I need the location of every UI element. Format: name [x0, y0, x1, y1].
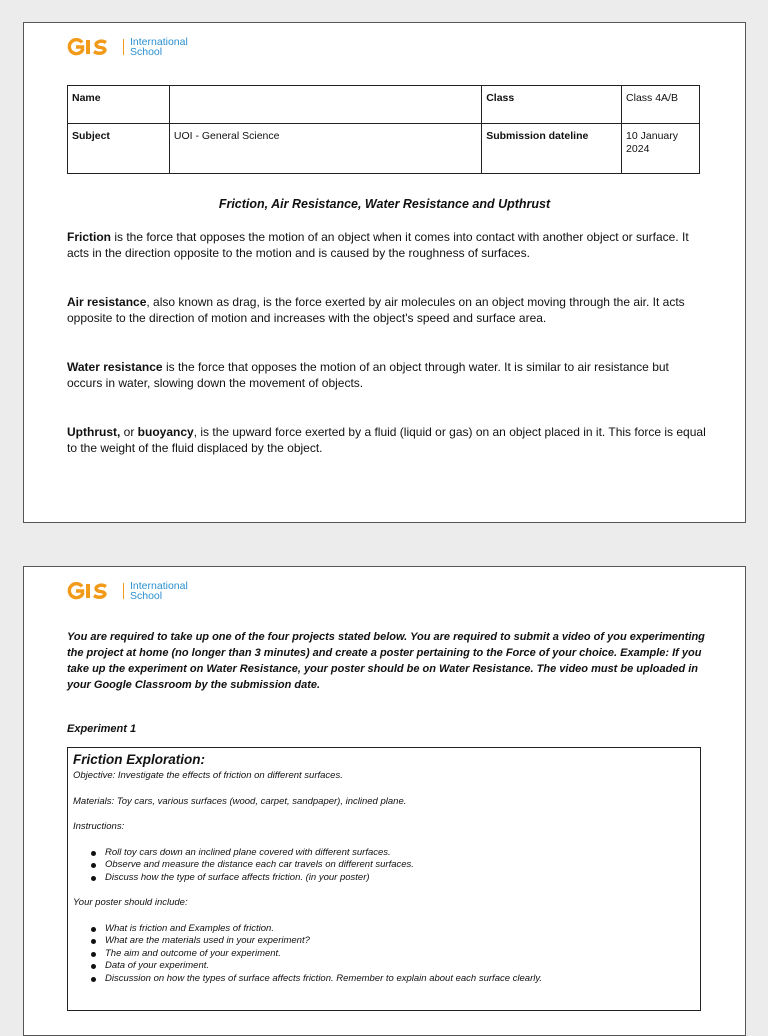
poster-label: Your poster should include:	[73, 897, 188, 908]
school-logo	[67, 581, 188, 601]
list-item: Discuss how the type of surface affects friction. (in your poster)	[105, 872, 695, 885]
submission-value: 10 January 2024	[622, 124, 700, 174]
list-item: Data of your experiment.	[105, 960, 695, 973]
instructions-list	[73, 847, 695, 885]
list-item: Observe and measure the distance each car travels on different surfaces.	[105, 859, 695, 872]
experiment-box	[67, 747, 701, 1011]
logo-line-1: International	[130, 36, 188, 48]
air-resistance-paragraph	[67, 294, 707, 326]
upthrust-paragraph	[67, 424, 707, 456]
document-title: Friction, Air Resistance, Water Resistance and Upthrust	[218, 197, 551, 211]
document-page-1	[23, 22, 746, 523]
logo-line-1: International	[130, 580, 188, 592]
upthrust-term: Upthrust,	[67, 425, 121, 439]
experiment-objective: Objective: Investigate the effects of friction on different surfaces.	[73, 770, 343, 781]
subject-value: UOI - General Science	[169, 124, 481, 174]
upthrust-connector: or	[120, 425, 138, 439]
logo-wordmark	[130, 581, 188, 601]
gis-logo-icon	[67, 582, 117, 600]
water-resistance-paragraph	[67, 359, 707, 391]
experiment-materials: Materials: Toy cars, various surfaces (wood, carpet, sandpaper), inclined plane.	[73, 795, 407, 807]
experiment-label: Experiment 1	[67, 723, 137, 735]
list-item: Discussion on how the types of surface affects friction. Remember to explain about each surface clearly.	[105, 973, 695, 986]
logo-line-2: School	[130, 590, 163, 602]
friction-text: is the force that opposes the motion of an object when it comes into contact with another object or surface. It acts in the direction opposite to the motion and is caused by the roughness of surfaces.	[67, 230, 689, 260]
name-field[interactable]	[169, 86, 481, 124]
list-item: What are the materials used in your experiment?	[105, 935, 695, 948]
friction-paragraph	[67, 229, 707, 261]
logo-wordmark	[130, 37, 188, 57]
buoyancy-term: buoyancy	[137, 425, 194, 439]
air-resistance-text: , also known as drag, is the force exerted by air molecules on an object moving through the air. It acts opposite to the direction of motion and increases with the object's speed and surface area.	[67, 295, 685, 325]
table-row	[68, 86, 700, 124]
subject-label: Subject	[68, 124, 170, 174]
water-resistance-term: Water resistance	[67, 360, 163, 374]
school-logo	[67, 37, 188, 57]
list-item: The aim and outcome of your experiment.	[105, 948, 695, 961]
submission-label: Submission dateline	[482, 124, 622, 174]
project-instructions: You are required to take up one of the four projects stated below. You are required to submit a video of you experimenting the project at home (no longer than 3 minutes) and create a poster pertaining to the Force of your choice. Example: If you take up the experiment on Water Resistance, your poster should be on Water Resistance. The video must be uploaded in your Google Classroom by the submission date.	[67, 631, 705, 691]
poster-list	[73, 923, 695, 986]
experiment-title: Friction Exploration:	[73, 752, 206, 767]
table-row	[68, 124, 700, 174]
document-page-2	[23, 566, 746, 1036]
logo-divider	[123, 583, 124, 599]
upthrust-text: , is the upward force exerted by a fluid (liquid or gas) on an object placed in it. This force is equal to the weight of the fluid displaced by the object.	[67, 425, 706, 455]
friction-term: Friction	[67, 230, 111, 244]
name-label: Name	[68, 86, 170, 124]
logo-divider	[123, 39, 124, 55]
class-label: Class	[482, 86, 622, 124]
logo-line-2: School	[130, 46, 163, 58]
water-resistance-text: is the force that opposes the motion of an object through water. It is similar to air resistance but occurs in water, slowing down the movement of objects.	[67, 360, 669, 390]
air-resistance-term: Air resistance	[67, 295, 147, 309]
class-value: Class 4A/B	[622, 86, 700, 124]
list-item: What is friction and Examples of friction.	[105, 923, 695, 936]
instructions-label: Instructions:	[73, 821, 125, 832]
info-table	[67, 85, 700, 174]
gis-logo-icon	[67, 38, 117, 56]
list-item: Roll toy cars down an inclined plane covered with different surfaces.	[105, 847, 695, 860]
